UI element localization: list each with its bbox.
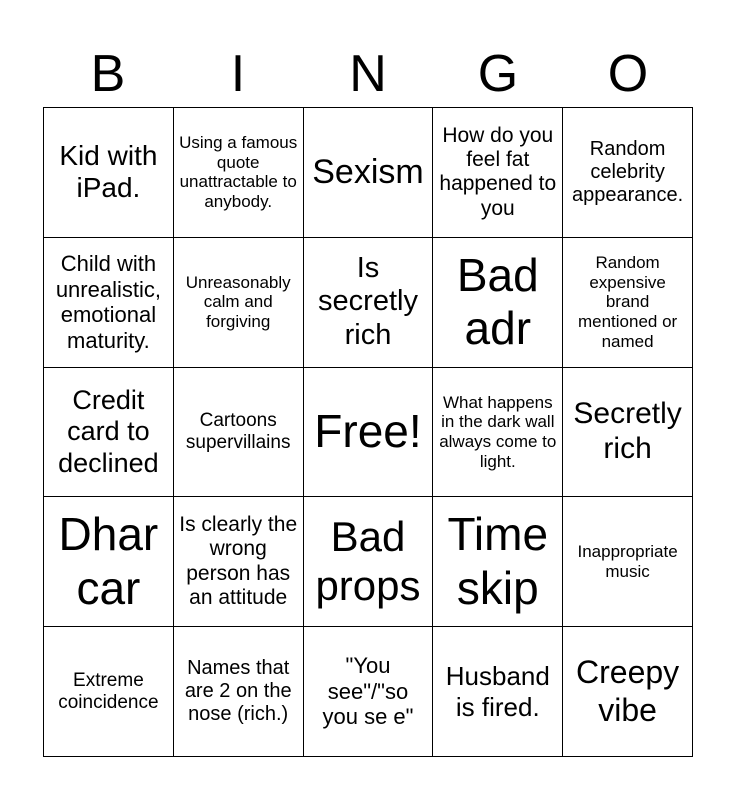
bingo-cell[interactable] (563, 238, 693, 368)
cell-text: Secretly rich (573, 397, 682, 465)
header-letter-g: G (477, 45, 519, 103)
cell-text: Dhar car (58, 508, 159, 614)
cell-text: Sexism (312, 152, 424, 191)
bingo-cell[interactable] (174, 238, 304, 368)
bingo-cell[interactable] (174, 627, 304, 757)
cell-text: "You see"/"so you se e" (322, 653, 414, 730)
bingo-cell[interactable] (433, 627, 563, 757)
header-letter-i: I (230, 45, 246, 103)
cell-text: Random celebrity appearance. (571, 137, 684, 206)
bingo-cell[interactable] (563, 368, 693, 498)
cell-text: Child with unrealistic, emotional maturity. (55, 251, 161, 353)
bingo-cell[interactable] (304, 238, 434, 368)
bingo-cell[interactable] (563, 627, 693, 757)
cell-text: Inappropriate music (577, 542, 678, 581)
cell-text: How do you feel fat happened to you (439, 123, 557, 220)
bingo-cell[interactable] (44, 108, 174, 238)
bingo-cell[interactable] (304, 497, 434, 627)
bingo-cell[interactable] (563, 497, 693, 627)
header-letter-n: N (349, 45, 387, 103)
cell-text: Unreasonably calm and forgiving (185, 272, 291, 332)
header-letter-o: O (607, 45, 649, 103)
bingo-cell[interactable] (433, 368, 563, 498)
cell-text: Using a famous quote unattractable to anybody. (179, 132, 298, 212)
bingo-cell[interactable] (174, 108, 304, 238)
cell-text: Names that are 2 on the nose (rich.) (184, 656, 292, 726)
bingo-cell[interactable] (304, 627, 434, 757)
bingo-cell[interactable] (44, 238, 174, 368)
bingo-cell[interactable] (44, 497, 174, 627)
cell-text: Bad props (315, 513, 421, 609)
bingo-cell[interactable] (433, 497, 563, 627)
cell-text: Free! (314, 405, 422, 458)
bingo-cell[interactable] (433, 238, 563, 368)
bingo-board (43, 107, 693, 757)
header-letter-b: B (90, 45, 126, 103)
cell-text: Extreme coincidence (58, 669, 159, 713)
cell-text: Kid with iPad. (59, 139, 158, 204)
bingo-cell[interactable] (433, 108, 563, 238)
cell-text: Husband is fired. (445, 661, 550, 722)
bingo-cell[interactable] (174, 368, 304, 498)
cell-text: Is clearly the wrong person has an attitude (179, 513, 298, 610)
free-space-cell[interactable] (304, 368, 434, 498)
bingo-header (43, 40, 693, 108)
cell-text: Cartoons supervillains (185, 409, 291, 453)
bingo-cell[interactable] (44, 368, 174, 498)
cell-text: What happens in the dark wall always come to light. (439, 392, 557, 471)
cell-text: Time skip (447, 508, 549, 614)
cell-text: Creepy vibe (576, 654, 680, 728)
cell-text: Random expensive brand mentioned or named (577, 252, 678, 351)
bingo-cell[interactable] (563, 108, 693, 238)
cell-text: Is secretly rich (318, 251, 418, 351)
bingo-cell[interactable] (304, 108, 434, 238)
cell-text: Credit card to declined (58, 385, 159, 478)
bingo-cell[interactable] (174, 497, 304, 627)
bingo-cell[interactable] (44, 627, 174, 757)
cell-text: Bad adr (456, 248, 539, 355)
